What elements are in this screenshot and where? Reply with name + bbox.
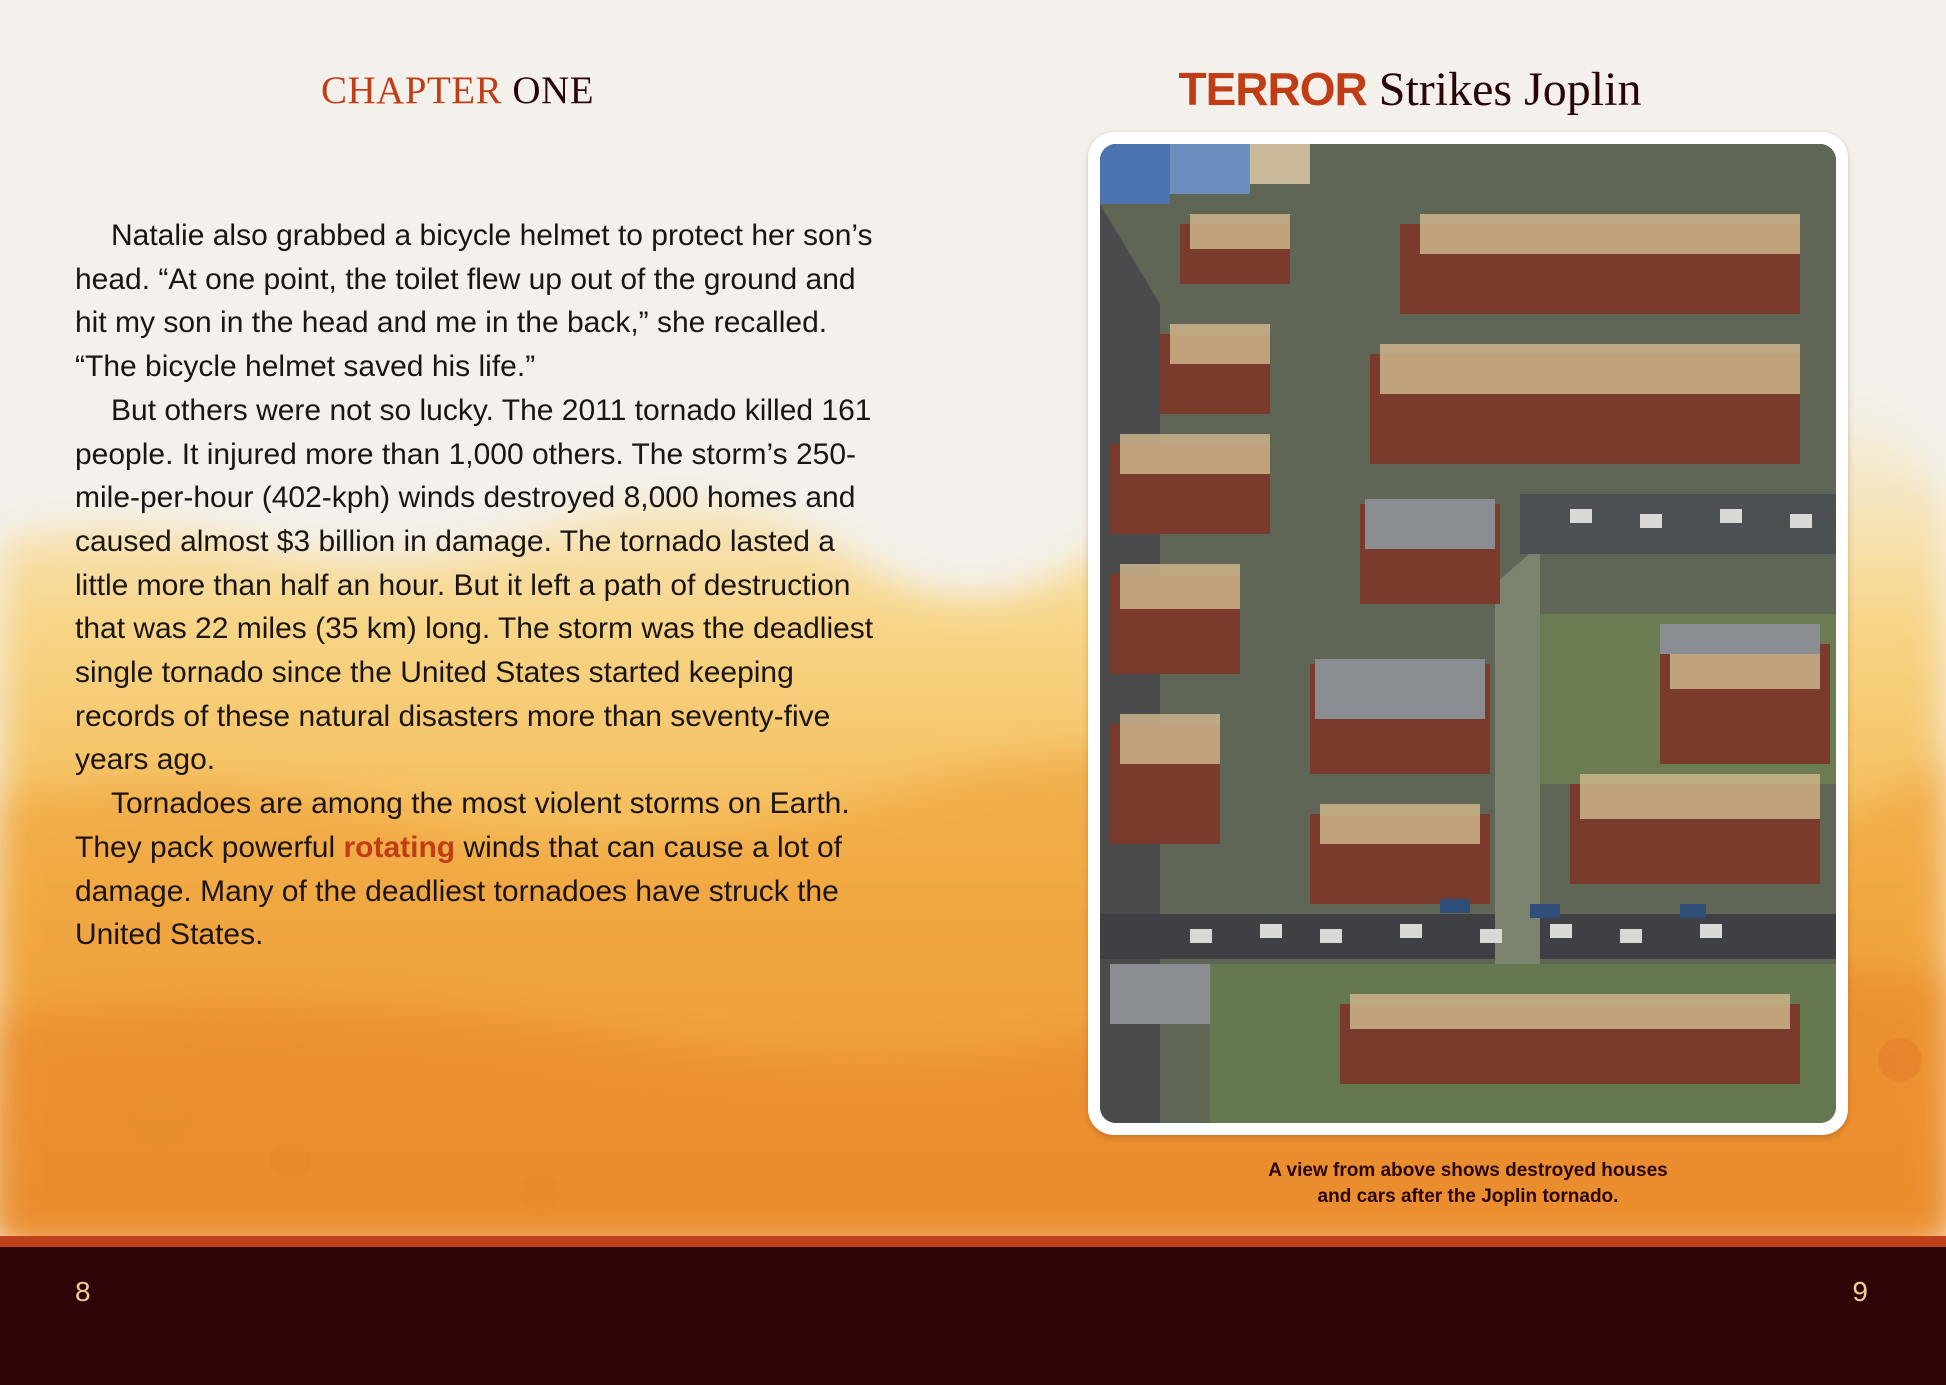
chapter-word: CHAPTER <box>320 69 503 112</box>
paragraph-1: Natalie also grabbed a bicycle helmet to protect her son’s head. “At one point, the toilet flew up out of the ground and hit my son in the head and me in the back,” she recalled. “The bicycle helmet saved his life.” <box>75 219 873 384</box>
caption-line-1: A view from above shows destroyed houses <box>1268 1160 1668 1181</box>
body-text <box>75 214 875 957</box>
paragraph-3 <box>75 782 875 957</box>
paragraph-3-end: winds that can cause a lot of damage. Many of the deadliest tornadoes have struck the United States. <box>75 830 843 952</box>
caption-line-2: and cars after the Joplin tornado. <box>1317 1186 1619 1207</box>
title-rest: Strikes Joplin <box>1378 63 1642 116</box>
paragraph-2: But others were not so lucky. The 2011 tornado killed 161 people. It injured more than 1,000 others. The storm’s 250-mile-per-hour (402-kph) winds destroyed 8,000 homes and caused almost $3 billion in damage. The tornado lasted a little more than half an hour. But it left a path of destruction that was 22 miles (35 km) long. The storm was the deadliest single tornado since the United States started keeping records of these natural disasters more than seventy-five years ago. <box>75 393 874 777</box>
paragraph-3-start: Tornadoes are among the most violent storms on Earth. They pack powerful <box>75 787 850 864</box>
footer-stripe <box>0 1236 1946 1247</box>
chapter-number: ONE <box>512 69 595 112</box>
glossary-term-rotating: rotating <box>343 830 456 864</box>
aerial-tornado-damage-photo-icon <box>1100 144 1836 1123</box>
title-emphasis: TERROR <box>1178 63 1367 115</box>
page-title <box>1090 62 1730 117</box>
chapter-heading <box>0 68 915 113</box>
footer-bar <box>0 1247 1946 1385</box>
page-number-right: 9 <box>1852 1276 1868 1307</box>
photo-frame <box>1088 132 1848 1135</box>
photo-caption <box>1150 1158 1786 1210</box>
page-number-left: 8 <box>75 1276 91 1307</box>
